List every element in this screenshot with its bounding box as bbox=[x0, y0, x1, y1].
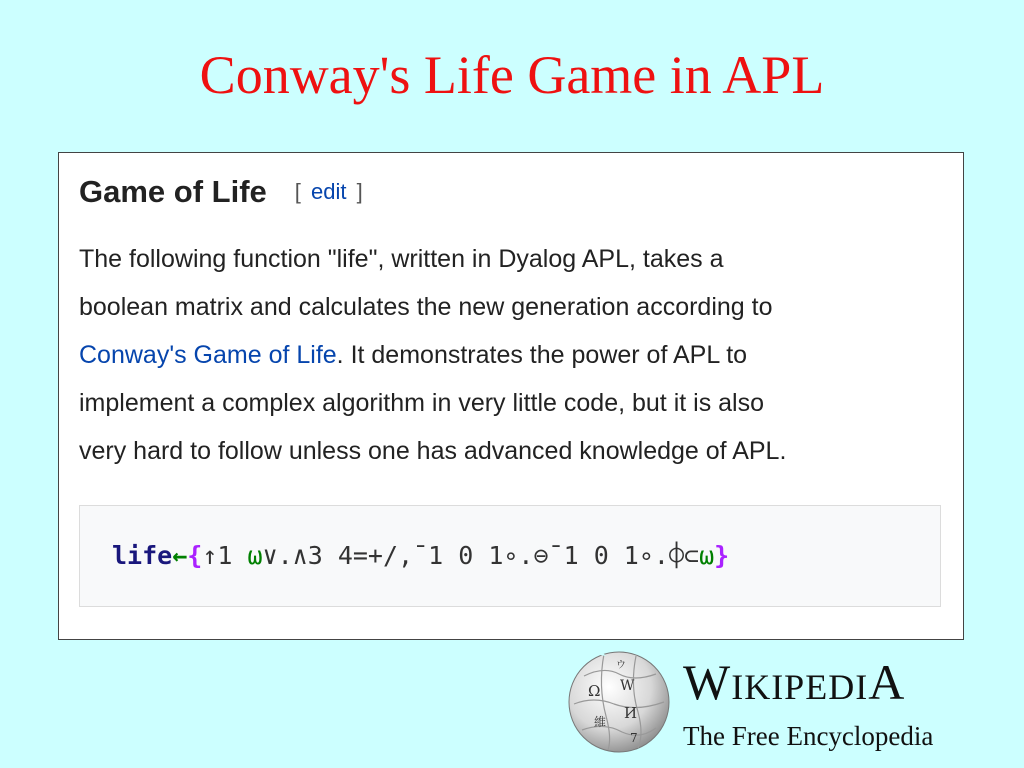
globe-glyph-u: ウ bbox=[616, 660, 626, 671]
globe-glyph-wei: 維 bbox=[594, 715, 607, 729]
code-body-part-1: ↑1 bbox=[202, 541, 248, 570]
globe-glyph-w: W bbox=[620, 678, 635, 694]
section-heading bbox=[79, 167, 363, 217]
wikipedia-globe-logo bbox=[564, 646, 674, 756]
section-heading-text: Game of Life bbox=[79, 174, 267, 209]
article-paragraph bbox=[79, 235, 949, 475]
edit-section bbox=[295, 179, 363, 205]
paragraph-line-2: boolean matrix and calculates the new generation according to bbox=[79, 293, 773, 321]
wikipedia-wordmark bbox=[683, 654, 973, 753]
globe-glyph-i: И bbox=[624, 704, 638, 722]
edit-link[interactable]: edit bbox=[311, 179, 347, 204]
code-body-part-2: ∨.∧3 4=+/,¯1 0 1∘.⊖¯1 0 1∘.⌽⊂ bbox=[262, 541, 700, 570]
paragraph-line-3 bbox=[79, 331, 949, 379]
edit-bracket-open: [ bbox=[294, 179, 301, 204]
wordmark-final: A bbox=[868, 654, 906, 710]
edit-bracket-close: ] bbox=[356, 179, 363, 204]
slide-title: Conway's Life Game in APL bbox=[199, 45, 825, 105]
globe-glyph-omega: Ω bbox=[588, 682, 601, 700]
code-close-brace: } bbox=[714, 541, 730, 570]
code-omega-2: ω bbox=[699, 541, 715, 570]
paragraph-line-4: implement a complex algorithm in very little code, but it is also bbox=[79, 389, 765, 417]
code-function-name: life bbox=[112, 541, 173, 570]
apl-code-line bbox=[112, 538, 729, 574]
wordmark-initial: W bbox=[683, 654, 732, 710]
wordmark-title bbox=[683, 654, 973, 715]
paragraph-line-3-rest: . It demonstrates the power of APL to bbox=[336, 341, 748, 369]
wikipedia-excerpt bbox=[58, 152, 964, 640]
code-block bbox=[79, 505, 941, 607]
paragraph-line-1: The following function "life", written in Dyalog APL, takes a bbox=[79, 245, 724, 273]
wordmark-middle: IKIPEDI bbox=[731, 667, 869, 707]
globe-glyph-7: 7 bbox=[630, 731, 638, 745]
conways-game-of-life-link[interactable]: Conway's Game of Life bbox=[79, 341, 337, 369]
code-omega-1: ω bbox=[247, 541, 263, 570]
code-open-brace: { bbox=[187, 541, 203, 570]
wordmark-tagline: The Free Encyclopedia bbox=[683, 721, 934, 751]
paragraph-line-5: very hard to follow unless one has advanced knowledge of APL. bbox=[79, 437, 787, 465]
code-assign-arrow: ← bbox=[172, 541, 188, 570]
